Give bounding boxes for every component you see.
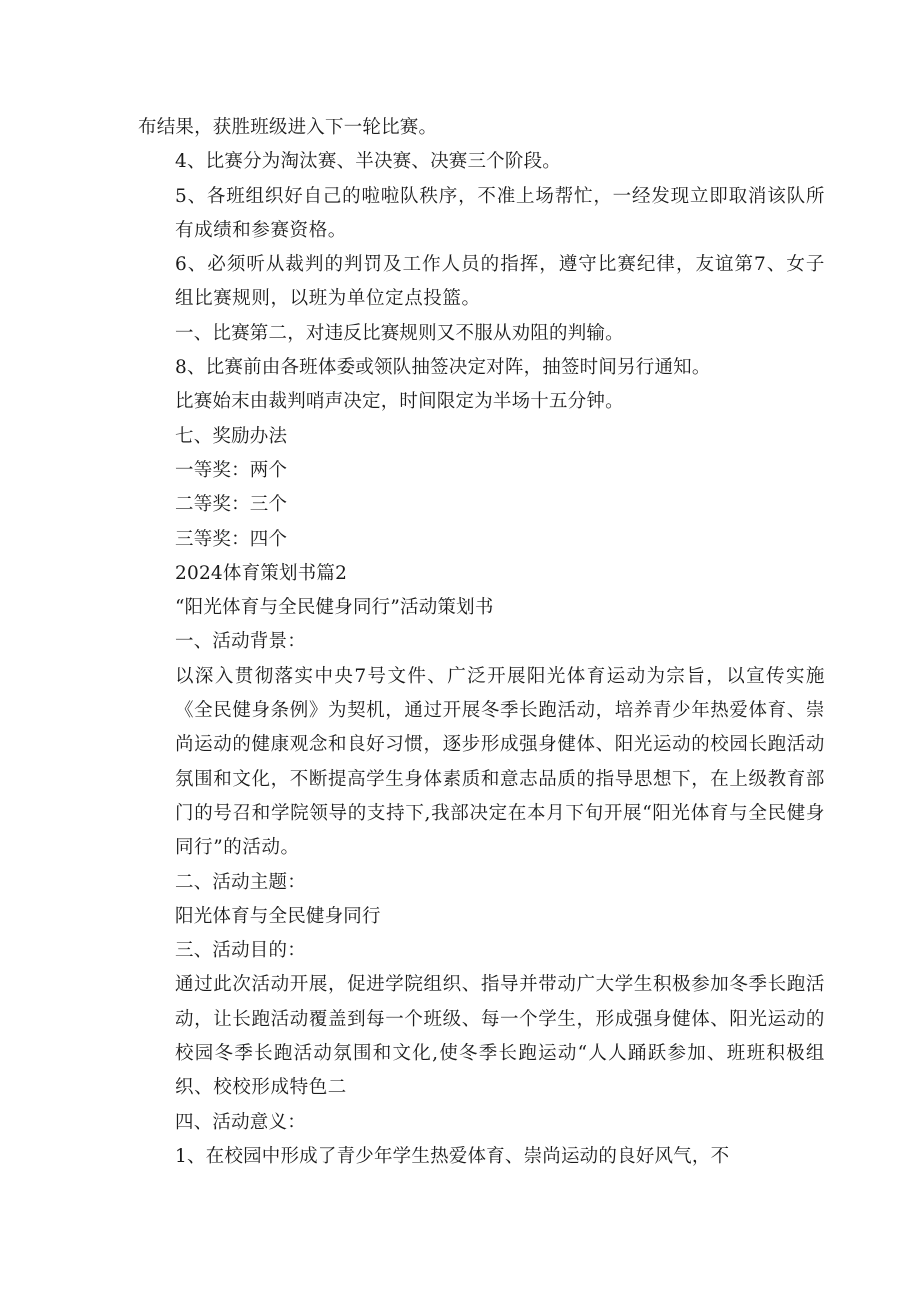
article-subtitle: “阳光体育与全民健身同行”活动策划书 xyxy=(175,597,494,619)
paragraph-line: 1、在校园中形成了青少年学生热爱体育、崇尚运动的良好风气，不 xyxy=(175,1145,730,1167)
section-heading: 三、活动目的： xyxy=(175,940,306,962)
article-title: 2024体育策划书篇2 xyxy=(175,562,348,584)
paragraph-line: 4、比赛分为淘汰赛、半决赛、决赛三个阶段。 xyxy=(175,151,561,173)
paragraph: 通过此次活动开展，促进学院组织、指导并带动广大学生积极参加冬季长跑活动，让长跑活动覆盖到每一个班级、每一个学生，形成强身健体、阳光运动的校园冬季长跑活动氛围和文化,使冬季长跑运动“人人踊跃参加、班班积极组织、校校形成特色二 xyxy=(175,974,825,1099)
paragraph: 6、必须听从裁判的判罚及工作人员的指挥，遵守比赛纪律，友谊第7、女子组比赛规则，以班为单位定点投篮。 xyxy=(175,254,825,310)
paragraph: 以深入贯彻落实中央7号文件、广泛开展阳光体育运动为宗旨，以宣传实施《全民健身条例》为契机，通过开展冬季长跑活动，培养青少年热爱体育、崇尚运动的健康观念和良好习惯，逐步形成强身健体、阳光运动的校园长跑活动氛围和文化，不断提高学生身体素质和意志品质的指导思想下，在上级教育部门的号召和学院领导的支持下,我部决定在本月下旬开展“阳光体育与全民健身同行”的活动。 xyxy=(175,665,825,859)
paragraph-line: 三等奖：四个 xyxy=(175,528,288,550)
section-heading: 一、活动背景： xyxy=(175,631,306,653)
paragraph-line: 一等奖：两个 xyxy=(175,459,288,481)
section-heading: 二、活动主题： xyxy=(175,871,306,893)
document-body xyxy=(138,111,825,1174)
paragraph-line: 比赛始末由裁判哨声决定，时间限定为半场十五分钟。 xyxy=(175,391,624,413)
paragraph: 5、各班组织好自己的啦啦队秩序，不准上场帮忙，一经发现立即取消该队所有成绩和参赛资格。 xyxy=(175,185,825,241)
section-heading: 七、奖励办法 xyxy=(175,425,288,447)
paragraph-line: 二等奖：三个 xyxy=(175,494,288,516)
section-heading: 四、活动意义： xyxy=(175,1111,306,1133)
paragraph-line: 布结果，获胜班级进入下一轮比赛。 xyxy=(138,117,438,138)
paragraph-line: 阳光体育与全民健身同行 xyxy=(175,905,381,927)
paragraph-line: 8、比赛前由各班体委或领队抽签决定对阵，抽签时间另行通知。 xyxy=(175,357,711,379)
paragraph-line: 一、比赛第二，对违反比赛规则又不服从劝阻的判输。 xyxy=(175,322,624,344)
